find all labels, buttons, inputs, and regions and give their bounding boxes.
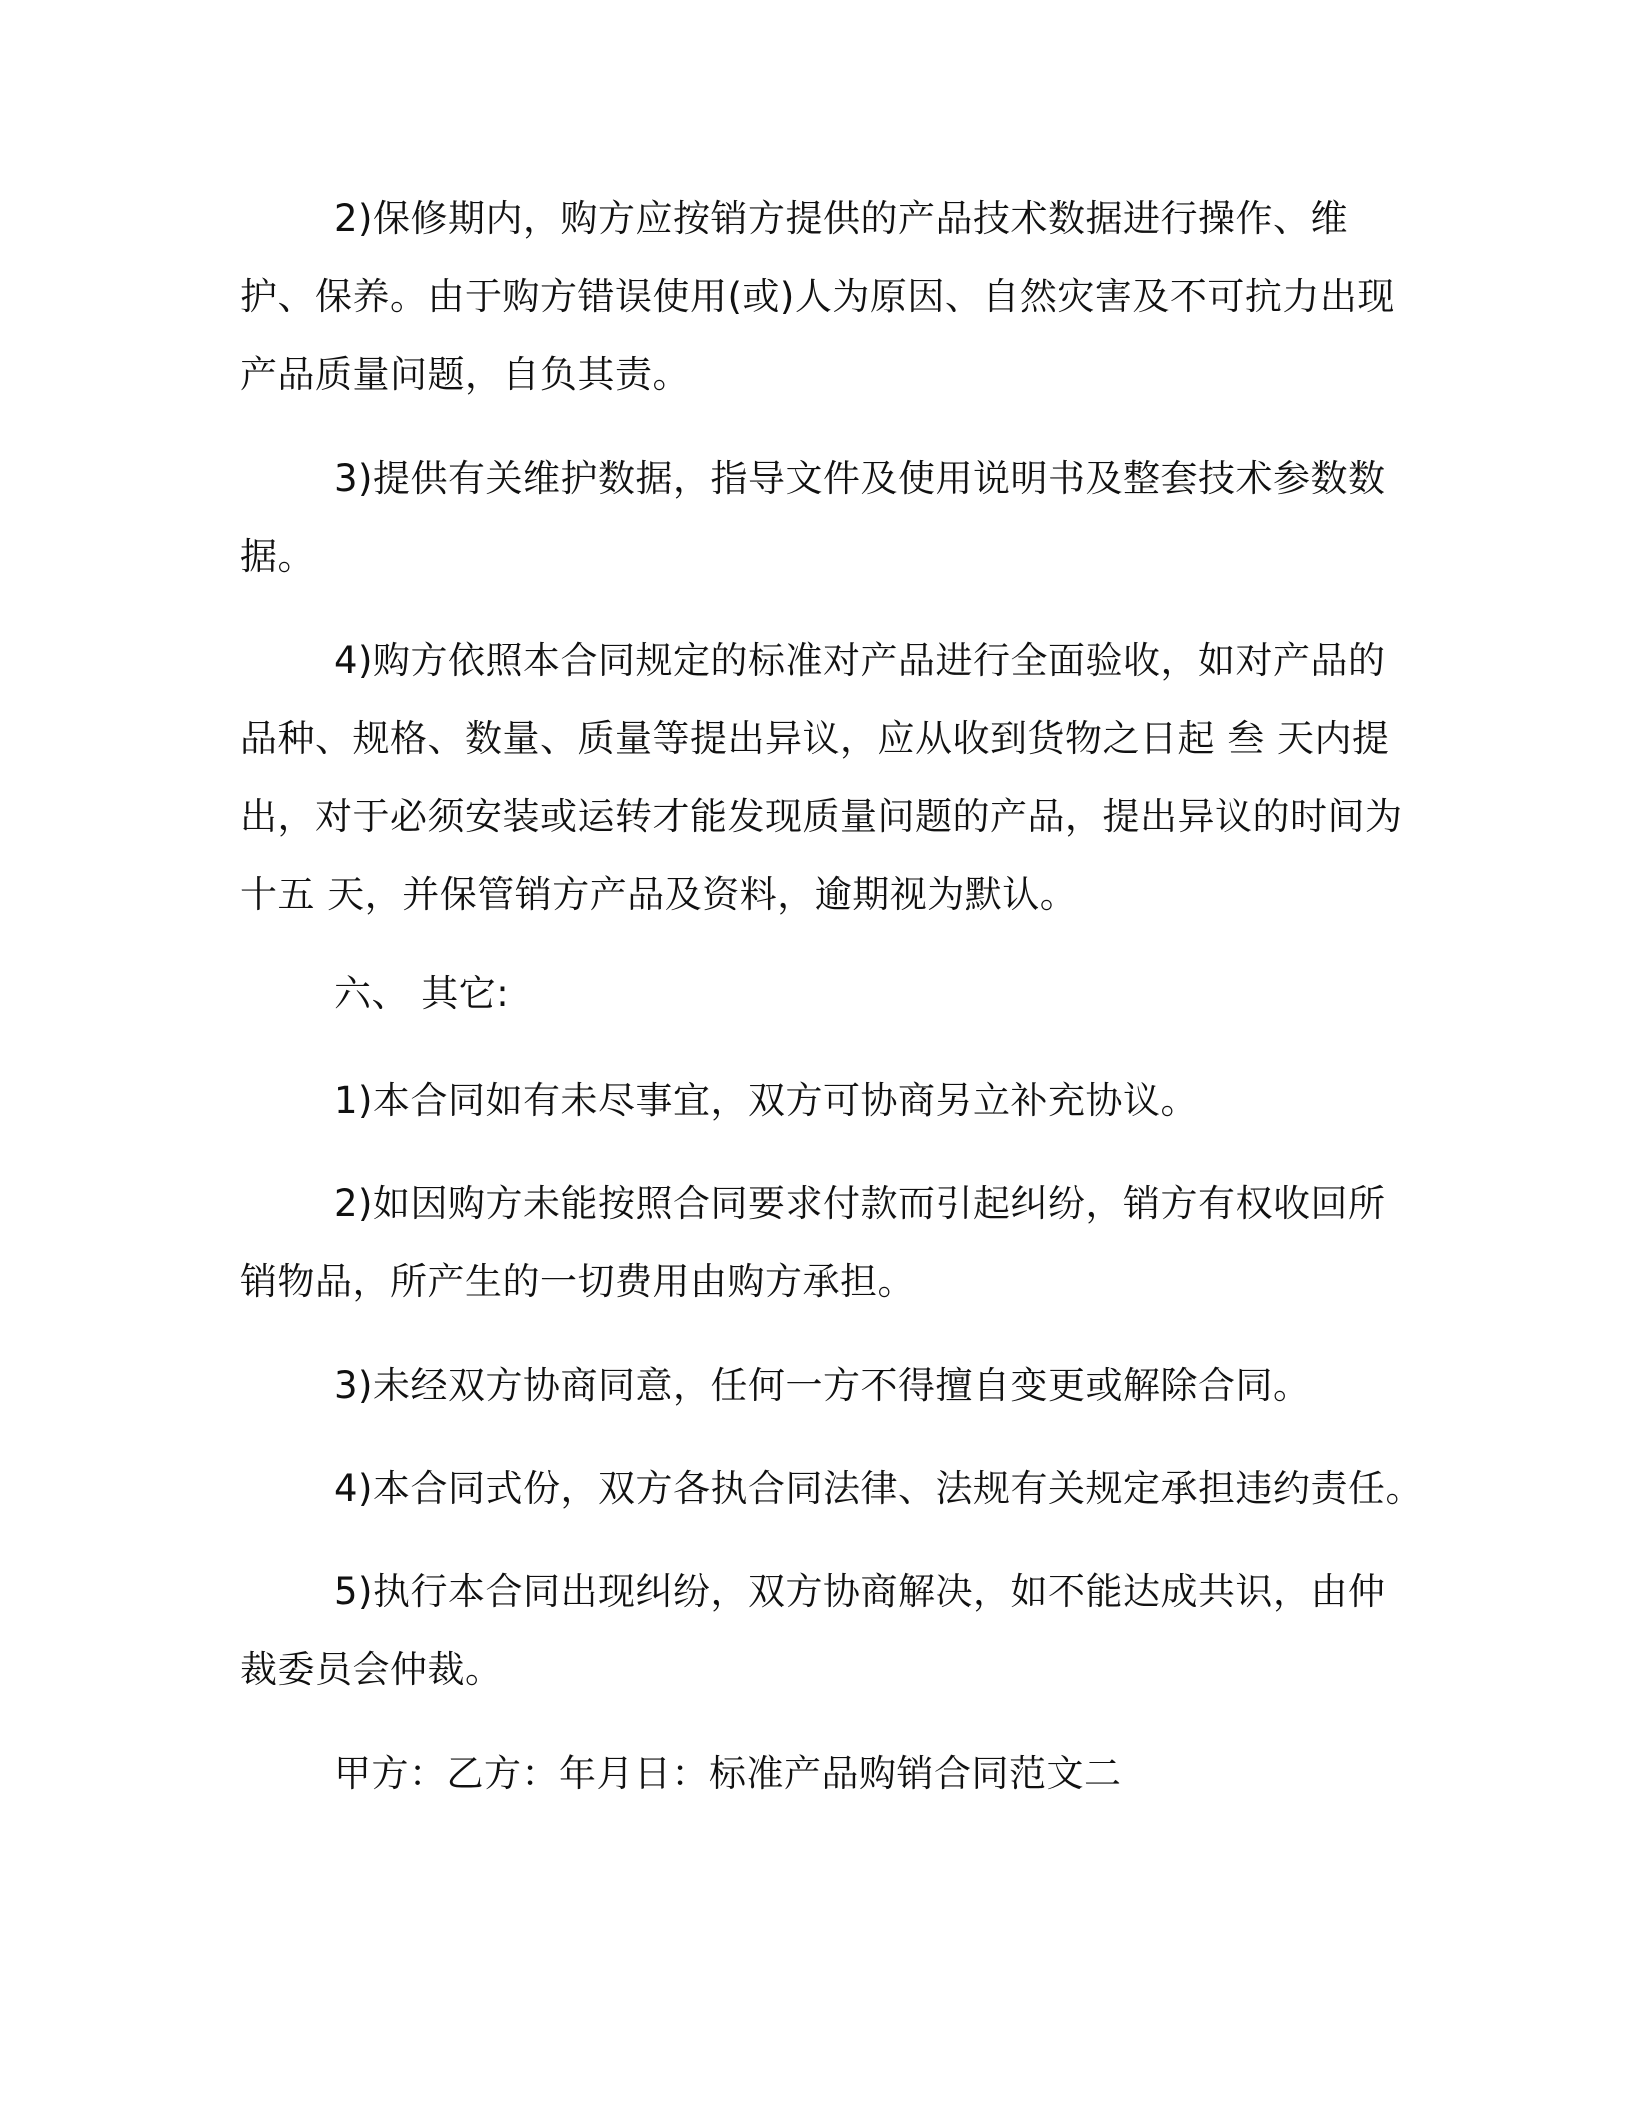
section-heading-other: 六、 其它:: [334, 972, 510, 1015]
signature-line: 甲方：乙方：年月日：标准产品购销合同范文二: [334, 1752, 1122, 1795]
paragraph-no-unilateral-change: 3)未经双方协商同意，任何一方不得擅自变更或解除合同。: [334, 1364, 1311, 1407]
paragraph-maintenance-data: 3)提供有关维护数据，指导文件及使用说明书及整套技术参数数据。: [240, 457, 1386, 578]
paragraph-contract-copies: 4)本合同式份，双方各执合同法律、法规有关规定承担违约责任。: [334, 1467, 1423, 1510]
paragraph-supplementary-agreement: 1)本合同如有未尽事宜，双方可协商另立补充协议。: [334, 1079, 1198, 1122]
paragraph-acceptance-inspection: 4)购方依照本合同规定的标准对产品进行全面验收，如对产品的品种、规格、数量、质量等提出异议，应从收到货物之日起 叁 天内提出，对于必须安装或运转才能发现质量问题的产品，提出异议的时间为 十五 天，并保管销方产品及资料，逾期视为默认。: [240, 639, 1403, 916]
paragraph-warranty-operation: 2)保修期内，购方应按销方提供的产品技术数据进行操作、维护、保养。由于购方错误使用(或)人为原因、自然灾害及不可抗力出现产品质量问题，自负其责。: [240, 197, 1395, 396]
paragraph-payment-dispute: 2)如因购方未能按照合同要求付款而引起纠纷，销方有权收回所销物品，所产生的一切费用由购方承担。: [240, 1182, 1386, 1303]
paragraph-dispute-arbitration: 5)执行本合同出现纠纷，双方协商解决，如不能达成共识，由仲裁委员会仲裁。: [240, 1570, 1386, 1691]
